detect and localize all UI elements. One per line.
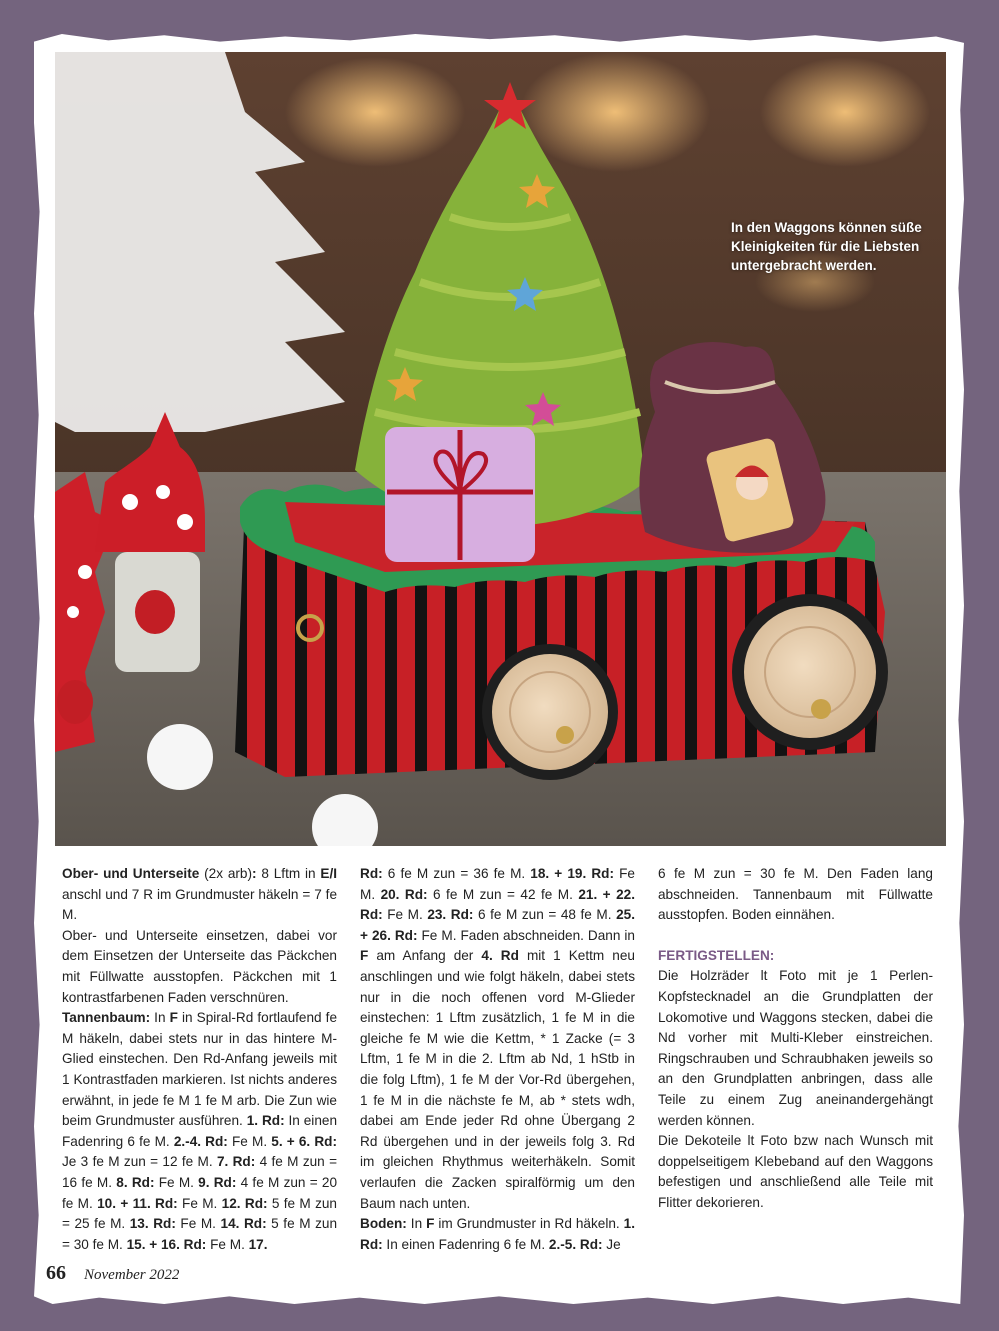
- text-run: Je: [602, 1236, 621, 1252]
- text-run: 8 Lftm in: [256, 866, 321, 881]
- text-run: (2x arb): [199, 866, 252, 881]
- text-run: 4 fe M zun = 16 fe M.: [62, 1154, 338, 1190]
- text-run: In einen Fadenring 6 fe M.: [62, 1113, 338, 1149]
- text-run: Fe M.: [175, 1216, 221, 1232]
- text-column-1: [62, 864, 337, 1255]
- text-run: Fe M.: [227, 1133, 272, 1149]
- bold-term: 8. Rd:: [116, 1174, 155, 1190]
- text-run: Fe M. Faden abschneiden. Dann in: [417, 927, 635, 943]
- bold-term: :: [252, 866, 257, 881]
- text-run: Je 3 fe M zun = 12 fe M.: [62, 1154, 217, 1170]
- text-run: im Grundmuster in Rd häkeln.: [434, 1216, 624, 1232]
- instructions-top-bottom: [62, 864, 337, 926]
- instructions-tree-continued: [360, 864, 635, 1214]
- bold-term: 12. Rd:: [221, 1195, 268, 1211]
- instructions-base: [360, 1214, 635, 1255]
- text-run: Fe M.: [382, 907, 428, 923]
- bold-term: 23. Rd:: [427, 907, 474, 923]
- bold-term: 1. Rd:: [360, 1216, 635, 1252]
- bold-term: 2.-5. Rd:: [548, 1236, 603, 1252]
- bold-term: 5. + 6. Rd:: [271, 1133, 338, 1149]
- text-run: anschl und 7 R im Grundmuster häkeln = 7 fe M.: [62, 886, 337, 923]
- bold-term: Boden:: [360, 1216, 407, 1232]
- bold-term: 10. + 11. Rd:: [97, 1195, 178, 1211]
- instructions-christmas-tree: [62, 1008, 337, 1255]
- instructions-base-continued: 6 fe M zun = 30 fe M. Den Faden lang abschneiden. Tannenbaum mit Füllwatte ausstopfen. Boden einnähen.: [658, 866, 933, 923]
- bold-term: F: [360, 948, 369, 964]
- text-run: Fe M.: [206, 1236, 249, 1252]
- text-run: mit 1 Kettm neu anschlingen und wie folgt häkeln, dabei stets nur in die noch offenen vord M-Glieder einstechen: 1 Lftm zusätzlich, 1 fe M in die gleiche fe M wie die Kettm, * 1 Zacke (= 3 Lftm, 1 fe M in die 2. Lftm ab Nd, 1 hStb in die folg Lftm), 1 fe M der Vor-Rd übergehen, 1 fe M in die nächste fe M, ab * stets wdh, dabei am Ende jeder Rd ohne Übergang 2 Rd übergehen und in der jeweils folg 3. Rd im gleichen Rhythmus weiterhäkeln. Somit verlaufen die Zacken spiralförmig um den Baum nach unten.: [360, 948, 635, 1211]
- text-run: Fe M.: [360, 866, 635, 902]
- bold-term: 17.: [248, 1236, 268, 1252]
- photo-caption: In den Waggons können süße Kleinigkeiten für die Liebsten untergebracht werden.: [731, 220, 922, 273]
- text-run: in Spiral-Rd fortlaufend fe M häkeln, dabei stets nur in das hintere M-Glied einstechen. Den Rd-Anfang jeweils mit 1 Kontrastfaden markieren. Ist nichts anderes erwähnt, in jede fe M 1 fe M arb. Die Zun wie beim Grundmuster ausführen.: [62, 1010, 338, 1129]
- bold-term: 13. Rd:: [129, 1216, 176, 1232]
- finishing-heading: FERTIGSTELLEN:: [658, 947, 775, 963]
- text-run: In: [150, 1010, 170, 1026]
- text-run: 6 fe M zun = 36 fe M.: [382, 866, 531, 881]
- text-run: Fe M.: [177, 1195, 222, 1211]
- bold-term: F: [426, 1216, 435, 1232]
- bold-term: F: [169, 1010, 178, 1026]
- text-run: 5 fe M zun = 25 fe M.: [62, 1195, 337, 1232]
- bold-term: 4. Rd: [481, 948, 519, 964]
- text-run: Ober- und Unterseite einsetzen, dabei vor dem Einsetzen der Unterseite das Päckchen mit Füllwatte ausstopfen. Päckchen mit 1 kontrastfarbenen Faden verschnüren.: [62, 927, 337, 1005]
- page-number: 66: [46, 1262, 66, 1284]
- text-run: am Anfang der: [368, 948, 482, 964]
- bold-term: Tannenbaum:: [62, 1010, 151, 1026]
- finishing-wheels: Die Holzräder lt Foto mit je 1 Perlen-Kopfstecknadel an die Grundplatten der Lokomotive und Waggons stecken, dabei die Nd vorher mit Multi-Kleber einstreichen. Ringschrauben und Schraubhaken jeweils so an den Grundplatten anbringen, dass alle Teile zu einem Zug aneinandergehängt werden können.: [658, 968, 933, 1128]
- finishing-decoration: Die Dekoteile lt Foto bzw nach Wunsch mit doppelseitigem Klebeband auf den Waggons befestigen und anschließend alle Teile mit Flitter dekorieren.: [658, 1133, 933, 1210]
- bold-term: 25. + 26. Rd:: [360, 907, 635, 943]
- issue-date: November 2022: [84, 1267, 180, 1283]
- text-run: Fe M.: [154, 1174, 199, 1190]
- bold-term: 9. Rd:: [198, 1174, 237, 1190]
- text-run: 6 fe M zun = 48 fe M.: [473, 907, 617, 923]
- text-run: In einen Fadenring 6 fe M.: [382, 1236, 549, 1252]
- bold-term: E/I: [320, 866, 338, 881]
- bold-term: 2.-4. Rd:: [173, 1133, 228, 1149]
- bold-term: 14. Rd:: [220, 1216, 267, 1232]
- bold-term: 15. + 16. Rd:: [126, 1236, 207, 1252]
- text-column-2: [360, 864, 635, 1255]
- bold-term: 1. Rd:: [246, 1113, 285, 1129]
- text-run: 6 fe M zun = 42 fe M.: [427, 886, 579, 902]
- text-run: 4 fe M zun = 20 fe M.: [62, 1174, 338, 1211]
- text-run: 5 fe M zun = 30 fe M.: [62, 1216, 338, 1252]
- bold-term: Ober- und Unterseite: [62, 866, 200, 881]
- text-run: In: [406, 1216, 427, 1232]
- page-footer: [46, 1262, 179, 1285]
- bold-term: Rd:: [360, 866, 383, 881]
- bold-term: 20. Rd:: [380, 886, 428, 902]
- text-column-3: [658, 864, 933, 1214]
- bold-term: 18. + 19. Rd:: [530, 866, 615, 881]
- bold-term: 21. + 22. Rd:: [360, 886, 635, 923]
- bold-term: 7. Rd:: [216, 1154, 256, 1170]
- product-photo: [55, 52, 946, 846]
- instructions-insert-sides: [62, 926, 337, 1008]
